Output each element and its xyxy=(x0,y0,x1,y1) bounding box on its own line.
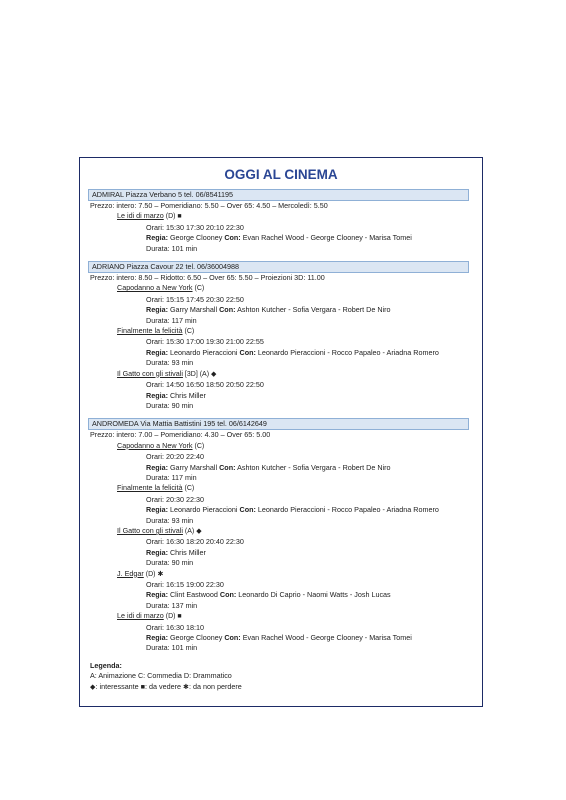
duration-label: Durata: xyxy=(146,472,170,482)
cast-label: Con: xyxy=(224,233,241,243)
film-duration-line xyxy=(146,516,482,526)
film-duration-line xyxy=(146,244,482,254)
cinema-prices: Prezzo: intero: 7.00 – Pomeridiano: 4.30 – Over 65: 5.00 xyxy=(90,430,271,440)
cinema-block xyxy=(80,189,482,254)
film-duration: 101 min xyxy=(171,243,198,253)
film-director: George Clooney xyxy=(169,233,223,243)
film-title: Il Gatto con gli stivali xyxy=(117,525,183,535)
film-times: 15:15 17:45 20:30 22:50 xyxy=(165,294,244,304)
film-times-line xyxy=(146,623,482,633)
film-cast: Ashton Kutcher - Sofia Vergara - Robert De Niro xyxy=(237,305,391,315)
film-cast: Evan Rachel Wood - George Clooney - Marisa Tomei xyxy=(242,233,412,243)
film-credits-line xyxy=(146,590,482,600)
film-duration: 90 min xyxy=(171,558,194,568)
film-credits-line xyxy=(146,633,482,643)
director-label: Regia: xyxy=(146,547,168,557)
times-label: Orari: xyxy=(146,622,164,632)
cinema-block xyxy=(80,261,482,411)
film-times: 16:30 18:10 xyxy=(165,622,204,632)
film-duration: 117 min xyxy=(171,472,197,482)
film-times: 15:30 17:00 19:30 21:00 22:55 xyxy=(165,337,264,347)
film-tag: (C) xyxy=(194,285,205,293)
film-tag: (D) ✱ xyxy=(145,570,164,578)
cinema-header: ANDROMEDA Via Mattia Battistini 195 tel. 06/6142649 xyxy=(88,418,469,430)
times-label: Orari: xyxy=(146,380,164,390)
film-title: Capodanno a New York xyxy=(117,283,193,293)
duration-label: Durata: xyxy=(146,400,170,410)
times-label: Orari: xyxy=(146,294,164,304)
film-times: 14:50 16:50 18:50 20:50 22:50 xyxy=(165,380,264,390)
film-tag: (C) xyxy=(184,485,195,493)
cast-label: Con: xyxy=(239,347,256,357)
legend-title: Legenda: xyxy=(90,660,122,670)
film-duration-line xyxy=(146,473,482,483)
director-label: Regia: xyxy=(146,462,168,472)
times-label: Orari: xyxy=(146,580,164,589)
film-duration: 90 min xyxy=(171,400,194,410)
page-title: OGGI AL CINEMA xyxy=(224,167,338,182)
film-credits-line xyxy=(146,391,482,401)
times-label: Orari: xyxy=(146,452,164,462)
film-tag: (D) ■ xyxy=(165,613,182,621)
film-times-line xyxy=(146,580,482,590)
times-label: Orari: xyxy=(146,222,164,232)
film-duration: 101 min xyxy=(171,643,198,653)
duration-label: Durata: xyxy=(146,558,170,568)
film-title-line xyxy=(117,369,482,380)
film-tag: (A) ◆ xyxy=(184,527,202,535)
film-duration: 93 min xyxy=(171,358,194,368)
cinema-list xyxy=(80,189,482,654)
film-title-line xyxy=(117,326,482,337)
director-label: Regia: xyxy=(146,390,168,400)
film-duration-line xyxy=(146,316,482,326)
film-cast: Leonardo Pieraccioni - Rocco Papaleo - Ariadna Romero xyxy=(257,347,439,357)
cast-label: Con: xyxy=(219,462,236,472)
director-label: Regia: xyxy=(146,633,168,643)
film-times-line xyxy=(146,223,482,233)
film-credits-line xyxy=(146,348,482,358)
film-times-line xyxy=(146,380,482,390)
duration-label: Durata: xyxy=(146,600,170,610)
film-duration-line xyxy=(146,558,482,568)
film-title: Finalmente la felicità xyxy=(117,326,183,336)
film-duration-line xyxy=(146,643,482,653)
film-title-line xyxy=(117,211,482,222)
director-label: Regia: xyxy=(146,347,168,357)
duration-label: Durata: xyxy=(146,243,170,253)
film-duration: 137 min xyxy=(171,600,198,610)
film-tag: (D) ■ xyxy=(165,213,182,221)
film-times-line xyxy=(146,452,482,462)
times-label: Orari: xyxy=(146,494,164,504)
duration-label: Durata: xyxy=(146,643,170,653)
duration-label: Durata: xyxy=(146,315,170,325)
film-title-line xyxy=(117,483,482,494)
film-title-line xyxy=(117,283,482,294)
film-director: Clint Eastwood xyxy=(169,590,218,600)
film-director: Leonardo Pieraccioni xyxy=(169,347,238,357)
cinema-listing-sheet xyxy=(79,157,483,707)
cinema-block xyxy=(80,418,482,654)
times-label: Orari: xyxy=(146,337,164,347)
duration-label: Durata: xyxy=(146,515,170,525)
film-cast: Leonardo Di Caprio - Naomi Watts - Josh Lucas xyxy=(238,590,391,600)
director-label: Regia: xyxy=(146,505,168,515)
duration-label: Durata: xyxy=(146,358,170,368)
film-tag: (C) xyxy=(194,442,205,450)
film-times: 16:15 19:00 22:30 xyxy=(165,580,224,589)
film-times-line xyxy=(146,337,482,347)
film-times-line xyxy=(146,537,482,547)
film-credits-line xyxy=(146,548,482,558)
film-times: 20:30 22:30 xyxy=(165,494,204,504)
film-title: Le idi di marzo xyxy=(117,211,164,221)
film-tag: [3D] (A) ◆ xyxy=(184,370,217,378)
legend-genres: A: Animazione C: Commedia D: Drammatico xyxy=(90,671,232,681)
times-label: Orari: xyxy=(146,537,164,547)
director-label: Regia: xyxy=(146,233,168,243)
legend-ratings: ◆: interessante ■: da vedere ✱: da non perdere xyxy=(90,681,242,691)
legend xyxy=(90,661,482,692)
cast-label: Con: xyxy=(219,305,236,315)
film-duration-line xyxy=(146,601,482,611)
film-credits-line xyxy=(146,305,482,315)
film-credits-line xyxy=(146,233,482,243)
film-cast: Ashton Kutcher - Sofia Vergara - Robert De Niro xyxy=(237,462,391,472)
film-duration-line xyxy=(146,401,482,411)
film-title-line xyxy=(117,441,482,452)
director-label: Regia: xyxy=(146,305,168,315)
film-title: Finalmente la felicità xyxy=(117,483,183,493)
cast-label: Con: xyxy=(219,590,237,600)
film-times-line xyxy=(146,295,482,305)
film-duration: 117 min xyxy=(171,315,197,325)
film-times: 16:30 18:20 20:40 22:30 xyxy=(165,537,244,547)
cinema-prices: Prezzo: intero: 8.50 – Ridotto: 6.50 – Over 65: 5.50 – Proiezioni 3D: 11.00 xyxy=(90,273,325,283)
film-times: 15:30 17:30 20:10 22:30 xyxy=(165,222,244,232)
film-director: Chris Miller xyxy=(169,547,206,557)
film-title-line xyxy=(117,569,482,580)
cinema-header: ADRIANO Piazza Cavour 22 tel. 06/36004988 xyxy=(88,261,469,273)
film-title: Le idi di marzo xyxy=(117,611,164,621)
film-credits-line xyxy=(146,463,482,473)
film-director: George Clooney xyxy=(169,633,223,643)
film-director: Chris Miller xyxy=(169,390,206,400)
film-title: J. Edgar xyxy=(117,568,144,578)
cast-label: Con: xyxy=(239,505,256,515)
film-cast: Leonardo Pieraccioni - Rocco Papaleo - Ariadna Romero xyxy=(257,505,439,515)
film-title-line xyxy=(117,611,482,622)
film-credits-line xyxy=(146,505,482,515)
film-cast: Evan Rachel Wood - George Clooney - Marisa Tomei xyxy=(242,633,412,643)
film-title: Il Gatto con gli stivali xyxy=(117,368,183,378)
film-director: Leonardo Pieraccioni xyxy=(169,505,238,515)
cinema-header: ADMIRAL Piazza Verbano 5 tel. 06/8541195 xyxy=(88,189,469,201)
cast-label: Con: xyxy=(224,633,241,643)
film-duration-line xyxy=(146,358,482,368)
film-director: Garry Marshall xyxy=(169,462,218,472)
film-times: 20:20 22:40 xyxy=(165,452,204,462)
director-label: Regia: xyxy=(146,590,168,600)
film-tag: (C) xyxy=(184,328,195,336)
film-times-line xyxy=(146,495,482,505)
film-duration: 93 min xyxy=(171,515,194,525)
film-title: Capodanno a New York xyxy=(117,440,193,450)
cinema-prices: Prezzo: intero: 7.50 – Pomeridiano: 5.50 – Over 65: 4.50 – Mercoledì: 5.50 xyxy=(90,201,328,210)
film-director: Garry Marshall xyxy=(169,305,218,315)
film-title-line xyxy=(117,526,482,537)
